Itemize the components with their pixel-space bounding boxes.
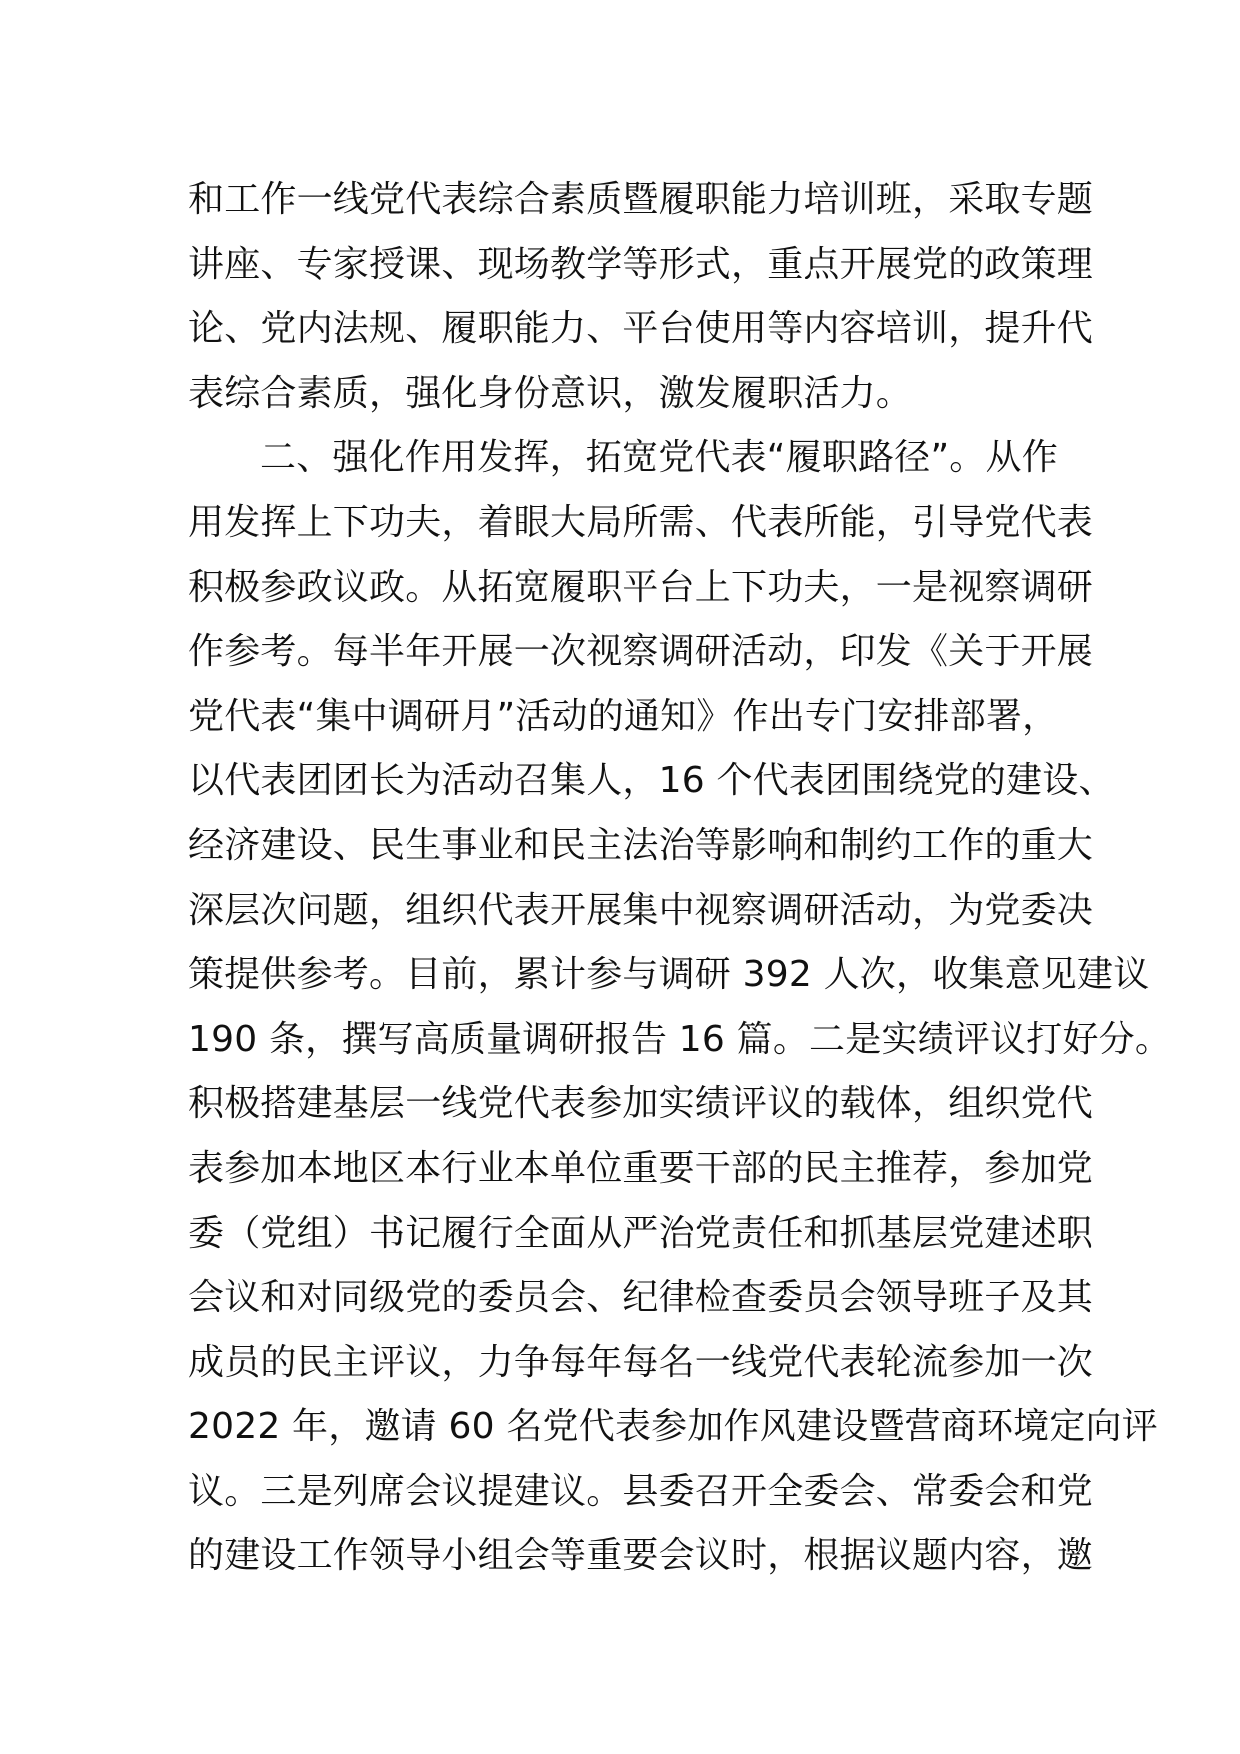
text-line-10: 以代表团团长为活动召集人，16 个代表团围绕党的建设、 xyxy=(188,760,1115,802)
text-line-11: 经济建设、民生事业和民主法治等影响和制约工作的重大 xyxy=(188,824,1094,866)
text-line-16: 表参加本地区本行业本单位重要干部的民主推荐，参加党 xyxy=(188,1147,1094,1189)
text-line-2: 讲座、专家授课、现场教学等形式，重点开展党的政策理 xyxy=(188,243,1094,285)
text-line-22: 的建设工作领导小组会等重要会议时，根据议题内容，邀 xyxy=(188,1535,1094,1577)
section-heading-line: 二、强化作用发挥，拓宽党代表“履职路径”。从作 xyxy=(260,437,1058,479)
text-line-13: 策提供参考。目前，累计参与调研 392 人次，收集意见建议 xyxy=(188,954,1150,996)
text-line-17: 委（党组）书记履行全面从严治党责任和抓基层党建述职 xyxy=(188,1212,1094,1254)
text-line-15: 积极搭建基层一线党代表参加实绩评议的载体，组织党代 xyxy=(188,1083,1094,1125)
text-line-8: 作参考。每半年开展一次视察调研活动，印发《关于开展 xyxy=(188,631,1094,673)
text-line-6: 用发挥上下功夫，着眼大局所需、代表所能，引导党代表 xyxy=(188,501,1094,543)
body-text xyxy=(188,168,1172,1589)
text-line-18: 会议和对同级党的委员会、纪律检查委员会领导班子及其 xyxy=(188,1277,1094,1319)
text-line-3: 论、党内法规、履职能力、平台使用等内容培训，提升代 xyxy=(188,308,1094,350)
text-line-1: 和工作一线党代表综合素质暨履职能力培训班，采取专题 xyxy=(188,179,1094,220)
text-line-19: 成员的民主评议，力争每年每名一线党代表轮流参加一次 xyxy=(188,1341,1094,1383)
text-line-7: 积极参政议政。从拓宽履职平台上下功夫，一是视察调研 xyxy=(188,566,1094,608)
text-line-9: 党代表“集中调研月”活动的通知》作出专门安排部署， xyxy=(188,695,1059,737)
text-line-21: 议。三是列席会议提建议。县委召开全委会、常委会和党 xyxy=(188,1470,1094,1512)
text-line-4: 表综合素质，强化身份意识，激发履职活力。 xyxy=(188,372,913,414)
text-line-12: 深层次问题，组织代表开展集中视察调研活动，为党委决 xyxy=(188,889,1094,931)
text-line-20: 2022 年，邀请 60 名党代表参加作风建设暨营商环境定向评 xyxy=(188,1406,1158,1448)
text-line-14: 190 条，撰写高质量调研报告 16 篇。二是实绩评议打好分。 xyxy=(188,1018,1172,1060)
